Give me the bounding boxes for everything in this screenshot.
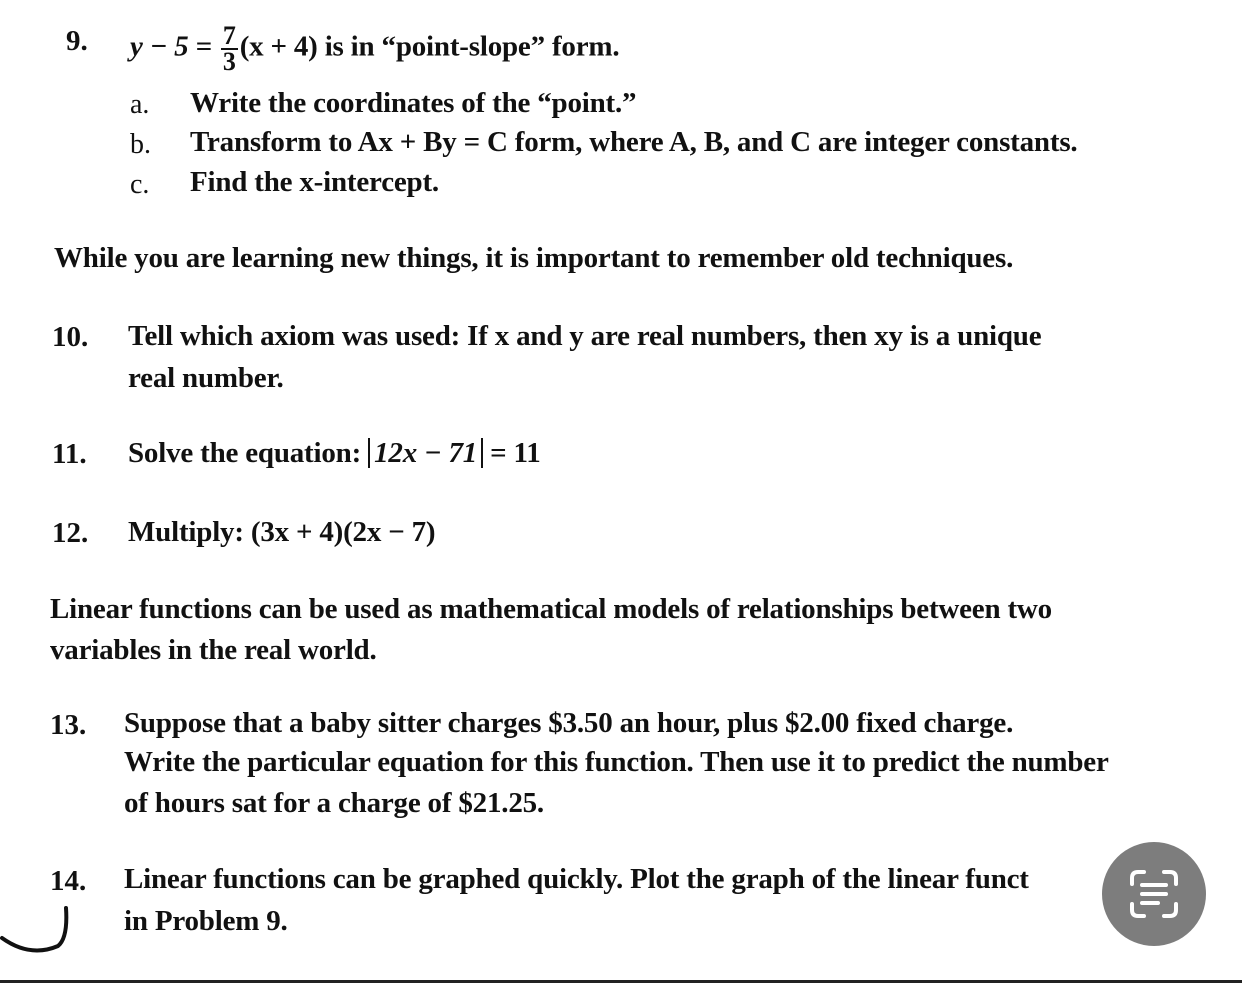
problem-11-number: 11. — [52, 438, 87, 470]
section-intro-1: While you are learning new things, it is important to remember old techniques. — [54, 242, 1014, 274]
problem-13-line1: Suppose that a baby sitter charges $3.50 an hour, plus $2.00 fixed charge. — [124, 707, 1014, 739]
text-scan-icon — [1128, 868, 1180, 920]
section-intro-2-line1: Linear functions can be used as mathematical models of relationships between two — [50, 593, 1052, 625]
problem-13-number: 13. — [50, 709, 87, 741]
problem-14-line1: Linear functions can be graphed quickly. Plot the graph of the linear funct — [124, 863, 1029, 895]
problem-10-number: 10. — [52, 321, 89, 353]
problem-9c-text: Find the x-intercept. — [190, 166, 439, 198]
problem-14-line2: in Problem 9. — [124, 905, 288, 937]
problem-9c-label: c. — [130, 169, 150, 200]
problem-11-prefix: Solve the equation: — [128, 437, 362, 469]
problem-10-line1: Tell which axiom was used: If x and y are real numbers, then xy is a unique — [128, 320, 1042, 352]
problem-14-number: 14. — [50, 865, 87, 897]
fraction-numerator: 7 — [222, 21, 236, 50]
problem-9b-text: Transform to Ax + By = C form, where A, B, and C are integer constants. — [190, 126, 1078, 158]
problem-13-line2: Write the particular equation for this function. Then use it to predict the number — [124, 746, 1109, 778]
problem-9a-label: a. — [130, 89, 150, 120]
problem-9a-text: Write the coordinates of the “point.” — [190, 87, 637, 119]
section-intro-2-line2: variables in the real world. — [50, 634, 377, 666]
problem-9-number: 9. — [66, 25, 88, 57]
fraction-denominator: 3 — [222, 47, 236, 76]
problem-9b-label: b. — [130, 129, 151, 160]
problem-9-equation — [130, 21, 620, 76]
problem-11-text — [128, 436, 541, 470]
problem-13-line3: of hours sat for a charge of $21.25. — [124, 787, 544, 819]
problem-11-absolute-value: 12x − 71 — [368, 438, 483, 468]
problem-10-line2: real number. — [128, 362, 284, 394]
problem-9-rhs: (x + 4) is in “point-slope” form. — [239, 30, 620, 63]
problem-9-lhs: y − 5 = — [130, 30, 212, 63]
bottom-divider — [0, 980, 1242, 983]
curve-mark-icon — [0, 900, 80, 960]
problem-12-number: 12. — [52, 517, 89, 549]
problem-12-text: Multiply: (3x + 4)(2x − 7) — [128, 516, 436, 548]
text-scan-button[interactable] — [1102, 842, 1206, 946]
problem-9-fraction — [221, 21, 238, 76]
problem-11-suffix: = 11 — [490, 437, 541, 469]
